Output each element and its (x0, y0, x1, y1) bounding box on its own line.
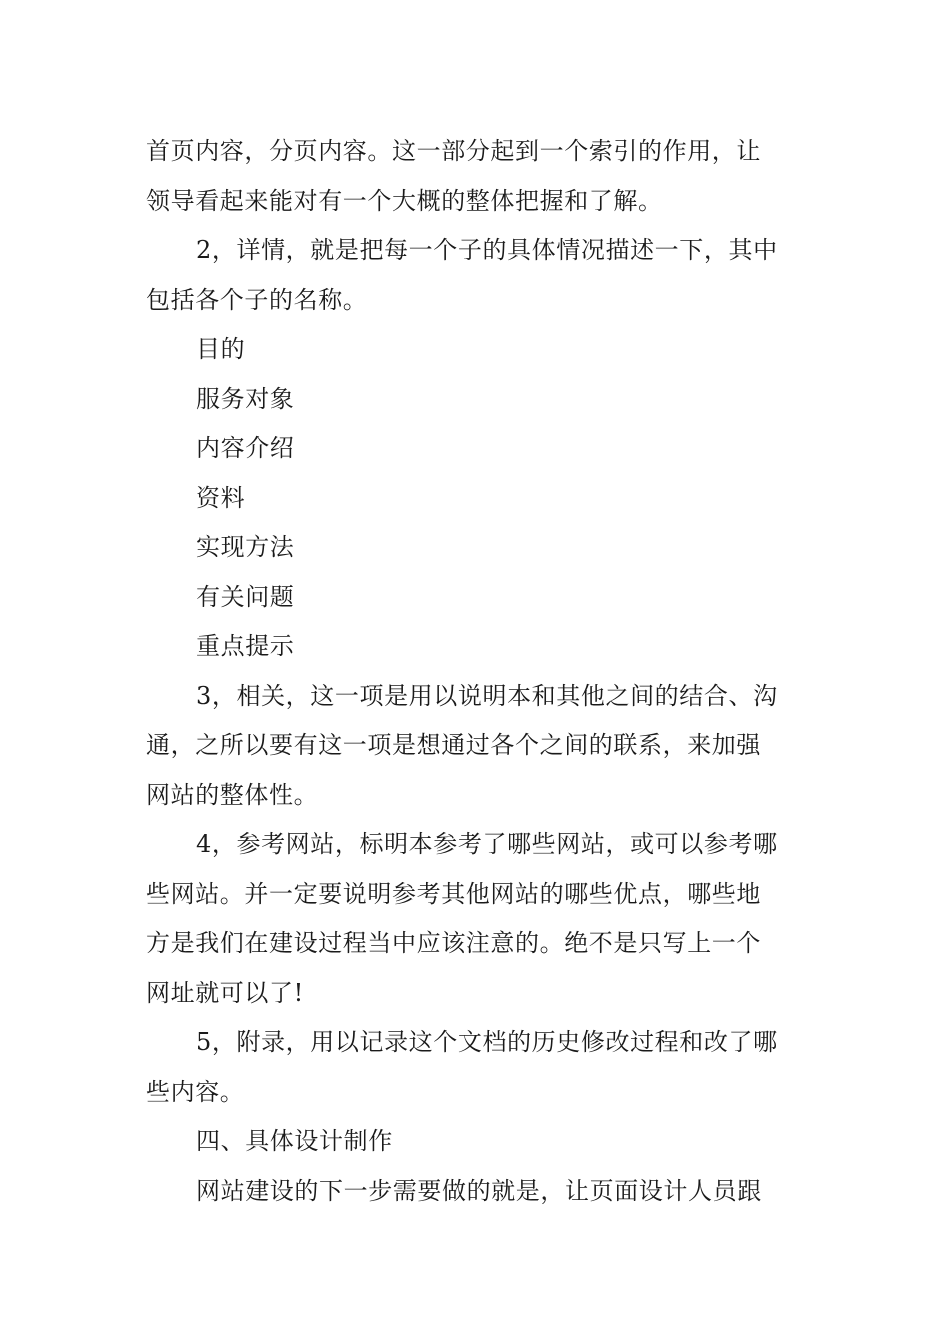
list-item: 内容介绍 (196, 434, 295, 462)
list-item: 实现方法 (196, 533, 295, 561)
text-line: 些内容。 (146, 1077, 245, 1106)
paragraph-line: 网站建设的下一步需要做的就是，让页面设计人员跟 (196, 1176, 762, 1205)
text-line: 网站的整体性。 (146, 780, 319, 809)
paragraph-line: 3，相关，这一项是用以说明本和其他之间的结合、沟 (196, 681, 778, 710)
text-line: 首页内容，分页内容。这一部分起到一个索引的作用，让 (146, 137, 761, 165)
list-item: 服务对象 (196, 384, 295, 413)
paragraph-line: 2，详情，就是把每一个子的具体情况描述一下，其中 (196, 236, 778, 264)
section-heading: 四、具体设计制作 (196, 1127, 393, 1155)
text-line: 网址就可以了! (146, 978, 304, 1007)
text-line: 方是我们在建设过程当中应该注意的。绝不是只写上一个 (146, 929, 761, 957)
paragraph-line: 5，附录，用以记录这个文档的历史修改过程和改了哪 (196, 1028, 778, 1056)
list-item: 目的 (196, 335, 246, 363)
list-item: 资料 (196, 483, 246, 512)
document-body (146, 127, 806, 1216)
text-line: 包括各个子的名称。 (146, 285, 368, 314)
list-item: 重点提示 (196, 632, 295, 660)
list-item: 有关问题 (196, 582, 295, 611)
text-line: 领导看起来能对有一个大概的整体把握和了解。 (146, 186, 663, 215)
text-line: 些网站。并一定要说明参考其他网站的哪些优点，哪些地 (146, 879, 761, 908)
paragraph-line: 4，参考网站，标明本参考了哪些网站，或可以参考哪 (196, 830, 778, 858)
text-line: 通，之所以要有这一项是想通过各个之间的联系，来加强 (146, 731, 761, 759)
